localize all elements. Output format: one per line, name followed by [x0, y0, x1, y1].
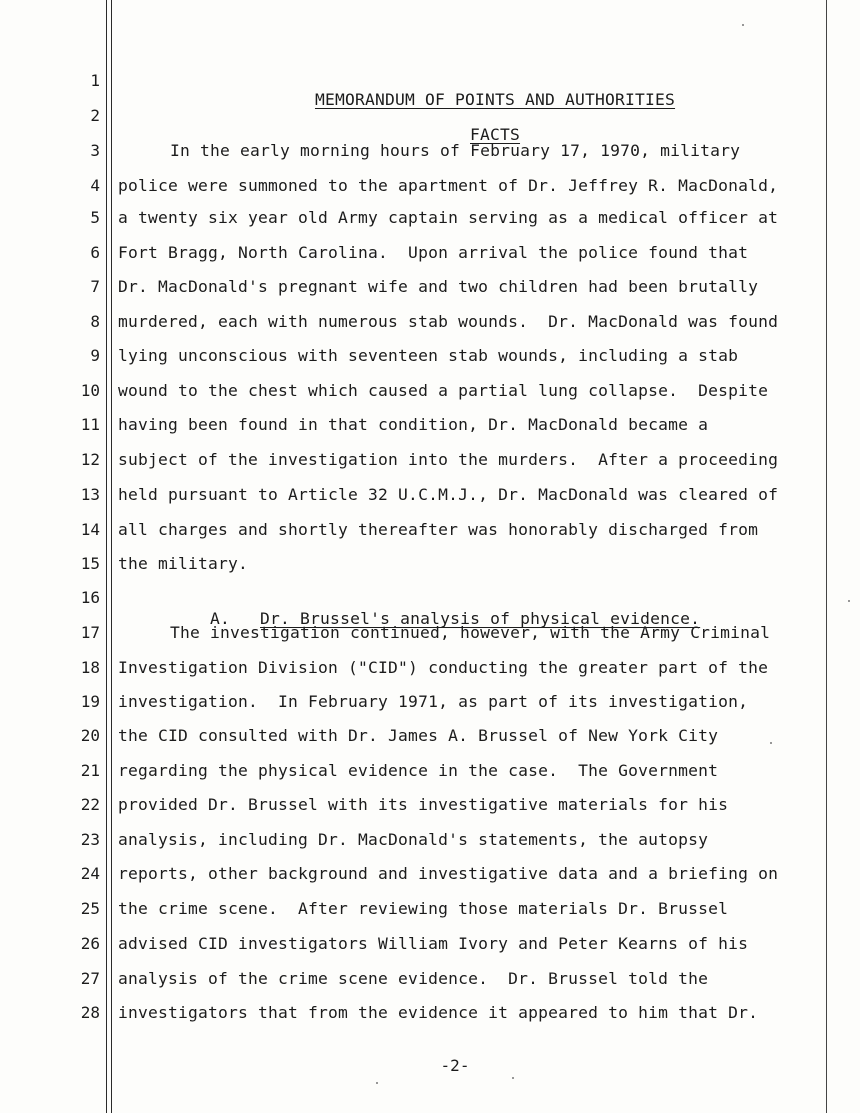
body-line: analysis of the crime scene evidence. Dr. Brussel told the [118, 969, 709, 988]
title-text: MEMORANDUM OF POINTS AND AUTHORITIES [314, 90, 676, 109]
body-line: Dr. MacDonald's pregnant wife and two children had been brutally [118, 277, 759, 296]
body-line: a twenty six year old Army captain serving as a medical officer at [118, 208, 779, 227]
line-number: 13 [80, 485, 100, 504]
body-line: In the early morning hours of February 17, 1970, military [170, 141, 741, 160]
line-number: 9 [90, 346, 100, 365]
body-line: Investigation Division ("CID") conducting the greater part of the [118, 658, 769, 677]
body-line: investigators that from the evidence it appeared to him that Dr. [118, 1003, 759, 1022]
line-number: 22 [80, 795, 100, 814]
page-number: -2- [440, 1056, 470, 1075]
body-line: held pursuant to Article 32 U.C.M.J., Dr. MacDonald was cleared of [118, 485, 779, 504]
line-number: 28 [80, 1003, 100, 1022]
line-number: 25 [80, 899, 100, 918]
body-line: the military. [118, 554, 249, 573]
subheading-letter: A. [210, 609, 231, 628]
line-number: 27 [80, 969, 100, 988]
body-line: the CID consulted with Dr. James A. Brussel of New York City [118, 726, 719, 745]
left-margin-rule-inner [111, 0, 112, 1113]
line-number: 24 [80, 864, 100, 883]
line-number: 10 [80, 381, 100, 400]
body-line: provided Dr. Brussel with its investigative materials for his [118, 795, 729, 814]
body-line: The investigation continued, however, with the Army Criminal [170, 623, 771, 642]
line-number: 11 [80, 415, 100, 434]
line-number: 1 [90, 71, 100, 90]
section-heading-text: FACTS [470, 125, 521, 144]
line-number: 14 [80, 520, 100, 539]
subheading-a [170, 590, 700, 647]
line-number: 26 [80, 934, 100, 953]
line-number: 19 [80, 692, 100, 711]
line-number: 2 [90, 106, 100, 125]
line-number: 23 [80, 830, 100, 849]
line-number: 17 [80, 623, 100, 642]
body-line: wound to the chest which caused a partial lung collapse. Despite [118, 381, 769, 400]
body-line: police were summoned to the apartment of Dr. Jeffrey R. MacDonald, [118, 176, 779, 195]
line-number: 7 [90, 277, 100, 296]
line-number: 12 [80, 450, 100, 469]
line-number: 18 [80, 658, 100, 677]
line-number: 4 [90, 176, 100, 195]
body-line: reports, other background and investigative data and a briefing on [118, 864, 779, 883]
subheading-text: Dr. Brussel's analysis of physical evidence. [260, 609, 701, 628]
body-line: lying unconscious with seventeen stab wounds, including a stab [118, 346, 739, 365]
line-number: 16 [80, 588, 100, 607]
body-line: investigation. In February 1971, as part of its investigation, [118, 692, 749, 711]
body-line: analysis, including Dr. MacDonald's statements, the autopsy [118, 830, 709, 849]
scan-speck [512, 1077, 514, 1079]
scan-speck [848, 600, 850, 602]
line-number: 6 [90, 243, 100, 262]
right-margin-rule [826, 0, 827, 1113]
scan-speck [376, 1082, 378, 1084]
line-number: 21 [80, 761, 100, 780]
body-line: all charges and shortly thereafter was honorably discharged from [118, 520, 759, 539]
left-margin-rule [106, 0, 107, 1113]
body-line: advised CID investigators William Ivory and Peter Kearns of his [118, 934, 749, 953]
body-line: having been found in that condition, Dr. MacDonald became a [118, 415, 709, 434]
line-number: 15 [80, 554, 100, 573]
line-number: 20 [80, 726, 100, 745]
line-number: 8 [90, 312, 100, 331]
scan-speck [770, 742, 772, 744]
body-line: regarding the physical evidence in the case. The Government [118, 761, 719, 780]
body-line: subject of the investigation into the murders. After a proceeding [118, 450, 779, 469]
line-number: 3 [90, 141, 100, 160]
line-number: 5 [90, 208, 100, 227]
scan-speck [742, 24, 744, 26]
body-line: Fort Bragg, North Carolina. Upon arrival the police found that [118, 243, 749, 262]
body-line: murdered, each with numerous stab wounds. Dr. MacDonald was found [118, 312, 779, 331]
body-line: the crime scene. After reviewing those materials Dr. Brussel [118, 899, 729, 918]
